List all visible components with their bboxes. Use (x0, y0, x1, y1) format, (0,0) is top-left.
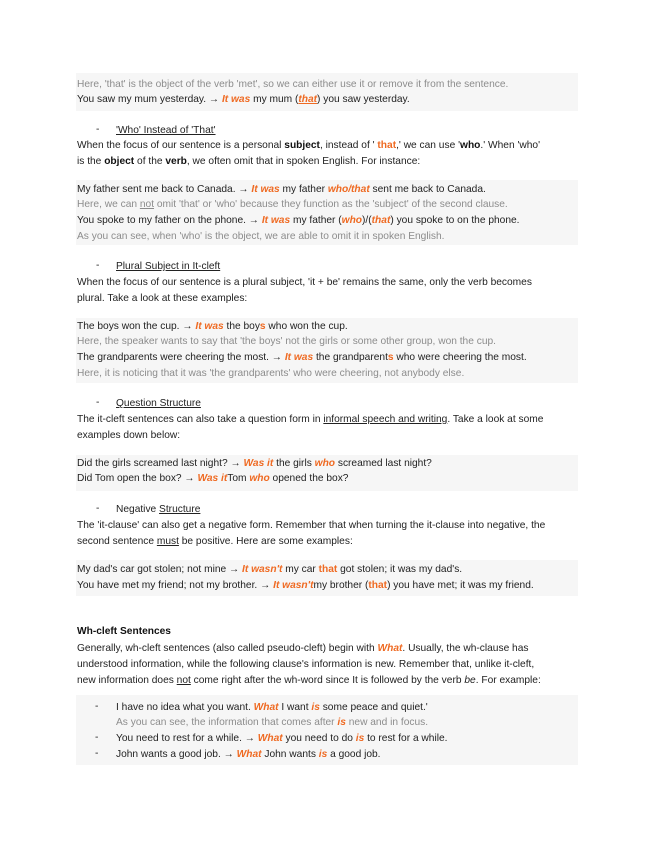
negative-paragraph: The 'it-clause' can also get a negative form. Remember that when turning the it-clause into negative, the second sentence must be positive. Here are some examples: (77, 520, 546, 547)
negative-heading: Negative Structure (116, 504, 201, 515)
wh-bullet-1-marker: - (95, 701, 99, 712)
intro-example: You saw my mum yesterday. → It was my mum (that) you saw yesterday. (77, 94, 410, 105)
negative-example-2: You have met my friend; not my brother. → It wasn'tmy brother (that) you have met; it was my friend. (77, 580, 534, 591)
wh-bullet-3-marker: - (95, 748, 99, 759)
wh-bullet-1: I have no idea what you want. What I want is some peace and quiet.' (116, 702, 428, 713)
negative-example-1: My dad's car got stolen; not mine → It wasn't my car that got stolen; it was my dad's. (77, 564, 463, 575)
who-paragraph: When the focus of our sentence is a personal subject, instead of ' that,' we can use 'who.' When 'who' is the object of the verb, we often omit that in spoken English. For instance: (77, 140, 541, 167)
intro-note: Here, 'that' is the object of the verb 'met', so we can either use it or remove it from the sentence. (77, 79, 509, 90)
plural-example-2: The grandparents were cheering the most. → It was the grandparents who were cheering the most. (77, 352, 527, 363)
question-paragraph: The it-cleft sentences can also take a question form in informal speech and writing. Take a look at some examples down below: (77, 414, 544, 441)
question-example-2: Did Tom open the box? → Was itTom who opened the box? (77, 473, 349, 484)
informal-speech-link[interactable]: informal speech and writing (323, 414, 448, 425)
wh-bullet-1-note: As you can see, the information that comes after is new and in focus. (116, 717, 429, 728)
who-heading: 'Who' Instead of 'That' (116, 125, 216, 136)
wh-heading: Wh-cleft Sentences (77, 626, 171, 637)
plural-example-1: The boys won the cup. → It was the boys who won the cup. (77, 321, 348, 332)
question-heading-dash: - (96, 397, 100, 408)
question-example-1: Did the girls screamed last night? → Was it the girls who screamed last night? (77, 458, 432, 469)
plural-note-2: Here, it is noticing that it was 'the grandparents' who were cheering, not anybody else. (77, 368, 465, 379)
plural-note-1: Here, the speaker wants to say that 'the boys' not the girls or some other group, won the cup. (77, 336, 496, 347)
wh-paragraph: Generally, wh-cleft sentences (also called pseudo-cleft) begin with What. Usually, the wh-clause has understood information, while the following clause's information is new. Remember that, unlike it-cleft, new information does not come right after the wh-word since It is followed by the verb be. For example: (77, 643, 541, 686)
negative-heading-dash: - (96, 503, 100, 514)
wh-bullet-2: You need to rest for a while. → What you need to do is to rest for a while. (116, 733, 448, 744)
question-heading: Question Structure (116, 398, 201, 409)
who-heading-dash: - (96, 124, 100, 135)
plural-paragraph: When the focus of our sentence is a plural subject, 'it + be' remains the same, only the verb becomes plural. Take a look at these examples: (77, 277, 532, 304)
plural-heading: Plural Subject in It-cleft (116, 261, 221, 272)
who-note-2: As you can see, when 'who' is the object, we are able to omit it in spoken English. (77, 231, 445, 242)
who-example-1: My father sent me back to Canada. → It was my father who/that sent me back to Canada. (77, 184, 486, 195)
wh-bullet-2-marker: - (95, 732, 99, 743)
who-example-2: You spoke to my father on the phone. → It was my father (who)/(that) you spoke to on the phone. (77, 215, 520, 226)
plural-heading-dash: - (96, 260, 100, 271)
wh-bullet-3: John wants a good job. → What John wants is a good job. (116, 749, 381, 760)
who-note-1: Here, we can not omit 'that' or 'who' because they function as the 'subject' of the second clause. (77, 199, 508, 210)
